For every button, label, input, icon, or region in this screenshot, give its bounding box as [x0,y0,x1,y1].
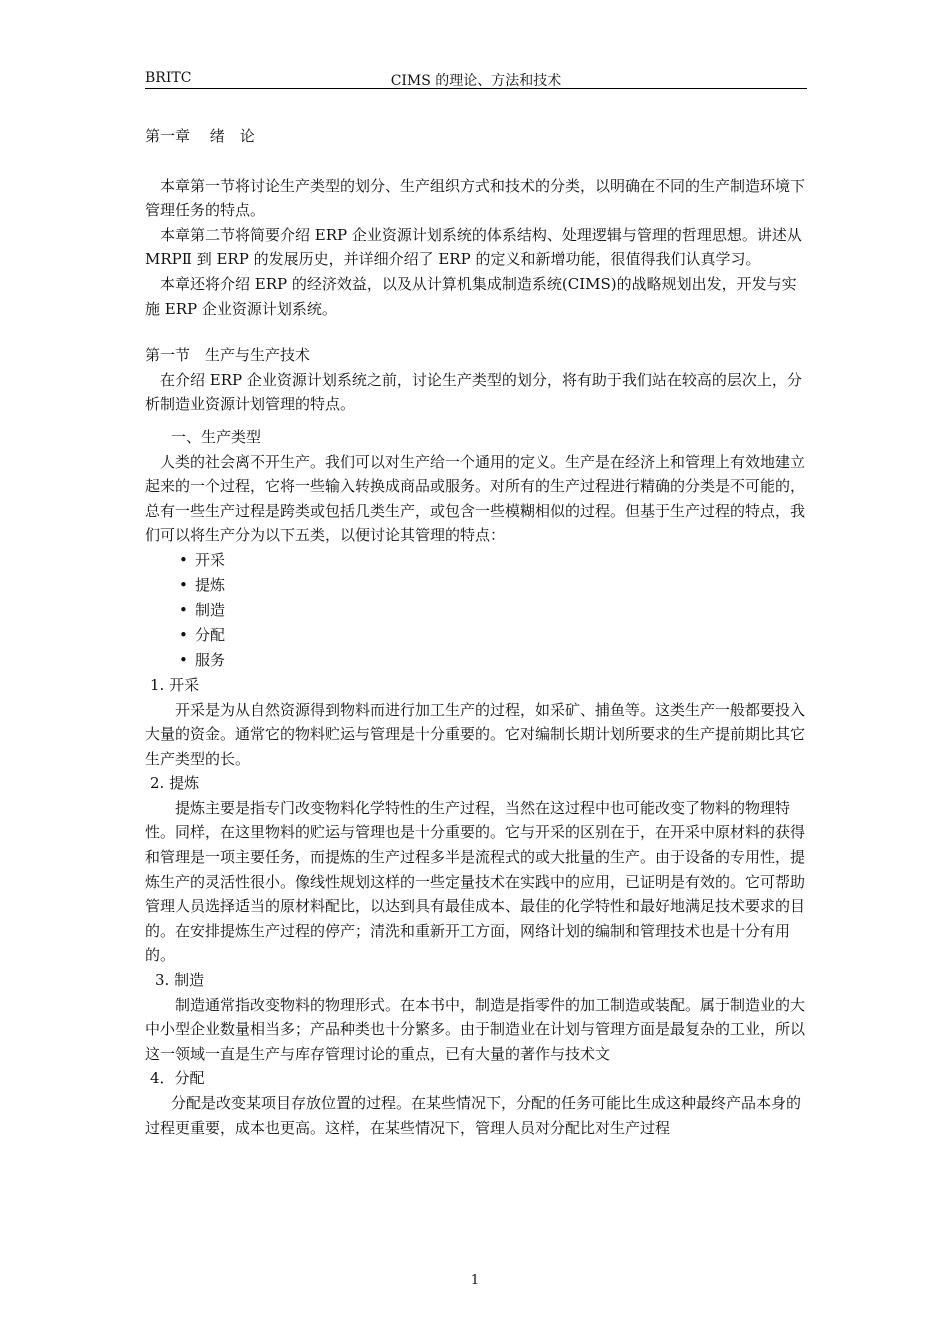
item-text-refining: 提炼主要是指专门改变物料化学特性的生产过程，当然在这过程中也可能改变了物料的物理特性。同样，在这里物料的贮运与管理也是十分重要的。它与开采的区别在于，在开采中原材料的获得和管理是一项主要任务，而提炼的生产过程多半是流程式的或大批量的生产。由于设备的专用性，提炼生产的灵活性很小。像线性规划这样的一些定量技术在实践中的应用，已证明是有效的。它可帮助管理人员选择适当的原材料配比，以达到具有最佳成本、最佳的化学特性和最好地满足技术要求的目的。在安排提炼生产过程的停产；清洗和重新开工方面，网络计划的编制和管理技术也是十分有用的。 [145,798,806,965]
subsection-title: 一、生产类型 [171,427,262,446]
list-item [179,598,811,623]
intro-paragraph-1: 本章第一节将讨论生产类型的划分、生产组织方式和技术的分类，以明确在不同的生产制造环境下管理任务的特点。 [145,176,806,220]
item-heading-refining: 2. 提炼 [150,774,200,793]
spacer [145,417,811,425]
list-item [179,648,811,673]
spacer [145,321,811,343]
subsection-paragraph: 人类的社会离不开生产。我们可以对生产给一个通用的定义。生产是在经济上和管理上有效地建立起来的一个过程，它将一些输入转换成商品或服务。对所有的生产过程进行精确的分类是不可能的，总有一些生产过程是跨类或包括几类生产，或包含一些模糊相似的过程。但基于生产过程的特点，我们可以将生产分为以下五类，以便讨论其管理的特点： [145,452,806,545]
section-title: 第一节 生产与生产技术 [145,346,311,365]
list-item [179,573,811,598]
bullet-icon: • [179,550,188,569]
item-text-mining: 开采是为从自然资源得到物料而进行加工生产的过程，如采矿、捕鱼等。这类生产一般都要投入大量的资金。通常它的物料贮运与管理是十分重要的。它对编制长期计划所要求的生产提前期比其它生产类型的长。 [145,700,806,768]
intro-paragraph-2: 本章第二节将简要介绍 ERP 企业资源计划系统的体系结构、处理逻辑与管理的哲理思想。讲述从 MRPⅡ 到 ERP 的发展历史，并详细介绍了 ERP 的定义和新增功能，很值得我们认真学习。 [145,225,802,269]
section-intro: 在介绍 ERP 企业资源计划系统之前，讨论生产类型的划分，将有助于我们站在较高的层次上，分析制造业资源计划管理的特点。 [145,370,802,414]
item-text-distribution: 分配是改变某项目存放位置的过程。在某些情况下，分配的任务可能比生成这种最终产品本身的过程更重要，成本也更高。这样，在某些情况下，管理人员对分配比对生产过程 [145,1094,802,1137]
item-text-manufacturing: 制造通常指改变物料的物理形式。在本书中，制造是指零件的加工制造或装配。属于制造业的大中小型企业数量相当多；产品种类也十分繁多。由于制造业在计划与管理方面是最复杂的工业，所以这一领域一直是生产与库存管理讨论的重点，已有大量的著作与技术文 [145,995,806,1063]
production-type-list [145,548,811,673]
header-title: CIMS 的理论、方法和技术 [390,73,562,89]
intro-paragraph-3: 本章还将介绍 ERP 的经济效益，以及从计算机集成制造系统(CIMS)的战略规划出发，开发与实施 ERP 企业资源计划系统。 [145,274,797,318]
list-item [179,548,811,573]
list-item-label: 提炼 [195,575,226,594]
page-header [145,70,807,89]
document-body [145,124,811,1140]
item-heading-mining: 1. 开采 [150,675,200,694]
list-item [179,623,811,648]
bullet-icon: • [179,575,188,594]
list-item-label: 制造 [195,600,226,619]
page-number: 1 [470,1273,480,1288]
chapter-title: 第一章 绪 论 [145,127,255,145]
bullet-icon: • [179,600,188,619]
item-heading-manufacturing: 3. 制造 [155,971,205,990]
list-item-label: 开采 [195,550,226,569]
list-item-label: 分配 [195,625,226,644]
item-heading-distribution: 4．分配 [150,1069,205,1088]
bullet-icon: • [179,650,188,669]
header-left-text: BRITC [145,70,192,86]
bullet-icon: • [179,625,188,644]
list-item-label: 服务 [195,650,226,669]
